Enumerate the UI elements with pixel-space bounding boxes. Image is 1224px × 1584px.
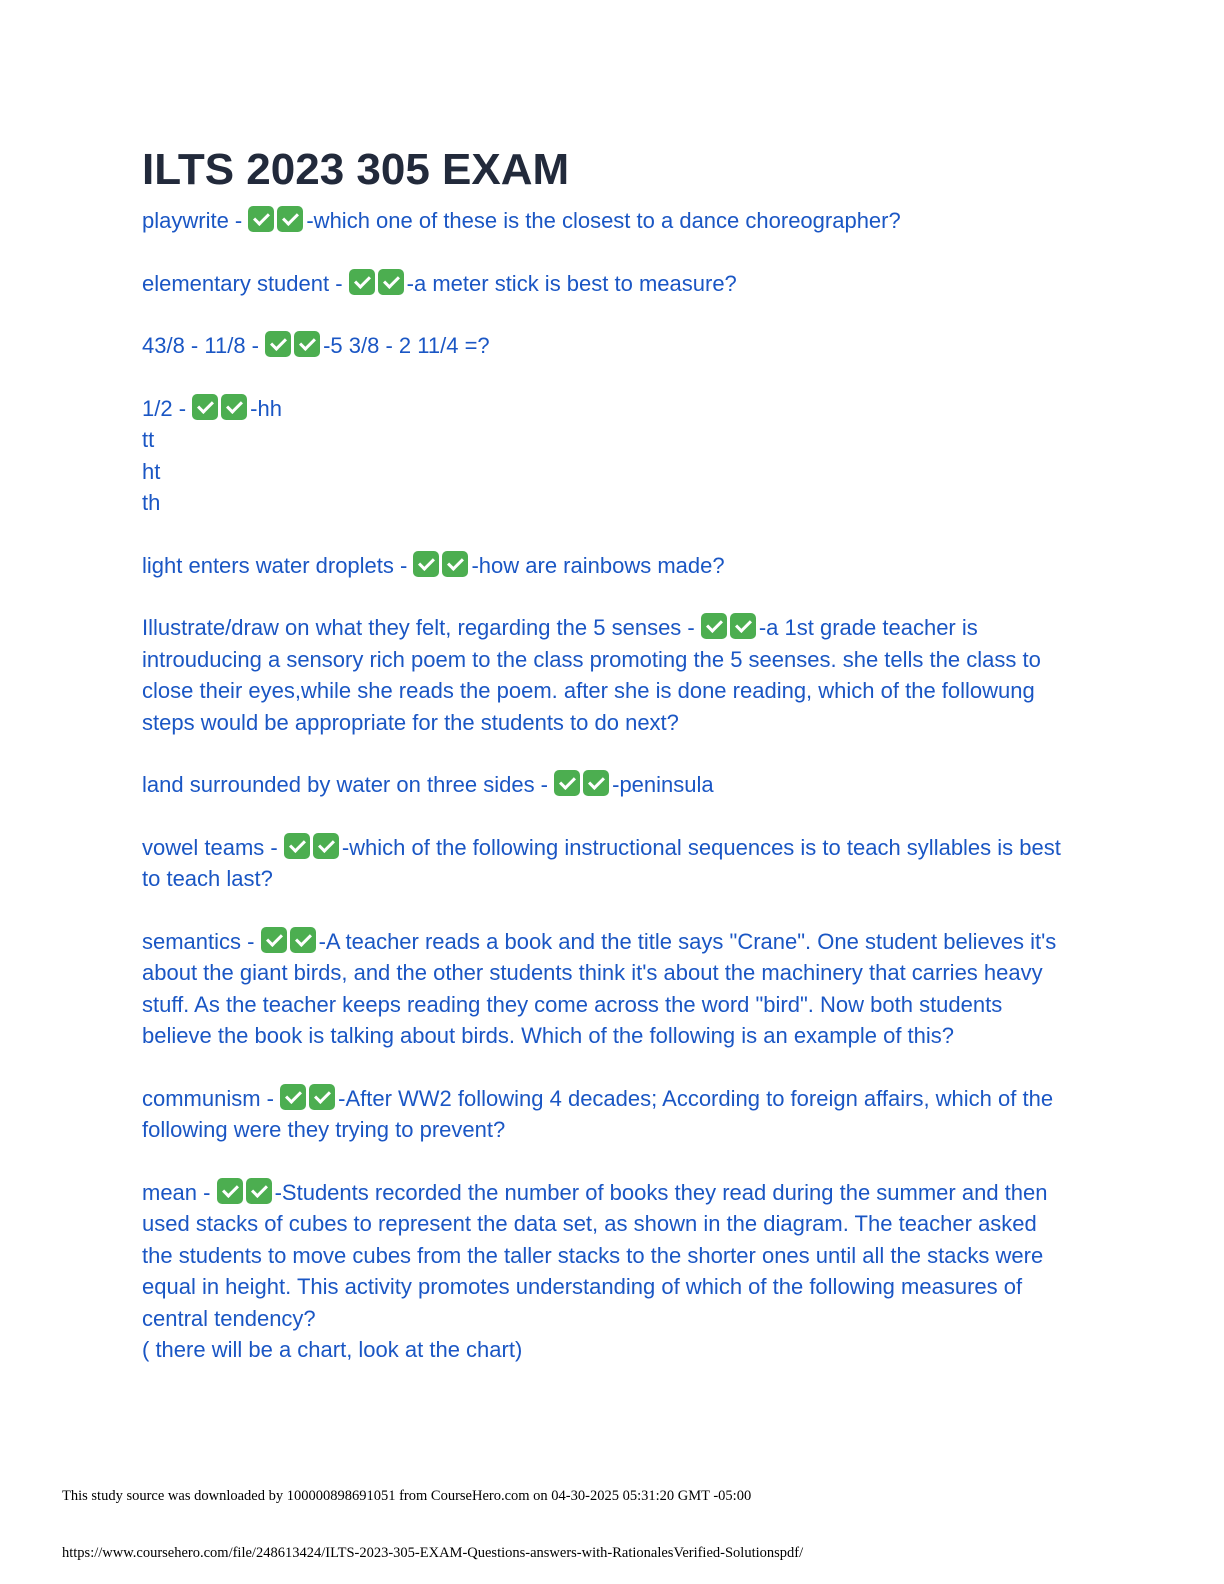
answer-text: 1/2 - <box>142 395 193 421</box>
checkmark-icon <box>313 833 339 859</box>
question-text: -Students recorded the number of books they read during the summer and then used stacks of cubes to represent the data set, as shown in the diagram. The teacher asked the students to move cubes from the taller stacks to the shorter ones until all the stacks were equal in height. This activity promotes understanding of which of the following measures of central tendency? ( there will be a chart, look at the chart) <box>142 1179 1048 1362</box>
question-text: -5 3/8 - 2 11/4 =? <box>323 333 490 358</box>
checkmark-icon <box>280 1084 306 1110</box>
checkmark-icon <box>730 613 756 639</box>
qa-item <box>142 1177 1072 1366</box>
answer-text: mean - <box>142 1179 217 1205</box>
checkmark-icon <box>217 1178 243 1204</box>
answer-text: semantics - <box>142 928 261 954</box>
checkmark-icon <box>290 927 316 953</box>
qa-item <box>142 1083 1072 1146</box>
double-check-icon <box>248 208 306 233</box>
qa-item <box>142 550 1072 582</box>
checkmark-icon <box>248 206 274 232</box>
checkmark-icon <box>294 331 320 357</box>
answer-text: land surrounded by water on three sides - <box>142 772 555 797</box>
double-check-icon <box>284 835 342 860</box>
checkmark-icon <box>583 770 609 796</box>
checkmark-icon <box>192 394 218 420</box>
download-notice: This study source was downloaded by 100000898691051 from CourseHero.com on 04-30-2025 05:31:20 GMT -05:00 <box>62 1488 752 1504</box>
answer-text: elementary student - <box>142 270 349 296</box>
double-check-icon <box>554 772 612 797</box>
checkmark-icon <box>349 269 375 295</box>
question-text: -which one of these is the closest to a dance choreographer? <box>306 208 901 233</box>
checkmark-icon <box>554 770 580 796</box>
question-text: -a meter stick is best to measure? <box>406 270 737 296</box>
qa-item <box>142 612 1072 738</box>
checkmark-icon <box>284 833 310 859</box>
page-title: ILTS 2023 305 EXAM <box>142 145 570 194</box>
double-check-icon <box>701 615 759 640</box>
question-text: -peninsula <box>612 772 714 797</box>
double-check-icon <box>280 1086 338 1111</box>
double-check-icon <box>413 553 471 578</box>
answer-text: 43/8 - 11/8 - <box>142 333 266 358</box>
double-check-icon <box>217 1180 275 1205</box>
qa-item <box>142 769 1072 801</box>
double-check-icon <box>261 929 319 954</box>
checkmark-icon <box>265 331 291 357</box>
question-text: -a 1st grade teacher is introuducing a sensory rich poem to the class promoting the 5 seenses. she tells the class to close their eyes,while she reads the poem. after she is done reading, which of the followung steps would be appropriate for the students to do next? <box>142 615 1047 735</box>
checkmark-icon <box>413 551 439 577</box>
checkmark-icon <box>246 1178 272 1204</box>
double-check-icon <box>265 333 323 358</box>
question-text: -how are rainbows made? <box>471 552 725 578</box>
source-url: https://www.coursehero.com/file/248613424/ILTS-2023-305-EXAM-Questions-answers-with-RationalesVerified-Solutionspdf/ <box>62 1545 804 1561</box>
checkmark-icon <box>309 1084 335 1110</box>
qa-item <box>142 268 1072 300</box>
qa-item <box>142 832 1072 895</box>
checkmark-icon <box>378 269 404 295</box>
qa-list <box>142 205 1072 1397</box>
double-check-icon <box>192 396 250 421</box>
answer-text: communism - <box>142 1085 281 1111</box>
question-text: -A teacher reads a book and the title says "Crane". One student believes it's about the giant birds, and the other students think it's about the machinery that carries heavy stuff. As the teacher keeps reading they come across the word "bird". Now both students believe the book is talking about birds. Which of the following is an example of this? <box>142 928 1063 1048</box>
checkmark-icon <box>701 613 727 639</box>
answer-text: vowel teams - <box>142 834 284 860</box>
double-check-icon <box>349 271 407 296</box>
answer-text: playwrite - <box>142 208 249 233</box>
question-text: -which of the following instructional sequences is to teach syllables is best to teach last? <box>142 834 1067 891</box>
question-text: -hh tt ht th <box>142 395 282 515</box>
qa-item <box>142 330 1072 362</box>
qa-item <box>142 205 1072 237</box>
checkmark-icon <box>277 206 303 232</box>
answer-text: light enters water droplets - <box>142 552 414 578</box>
question-text: -After WW2 following 4 decades; According to foreign affairs, which of the following were they trying to prevent? <box>142 1085 1060 1142</box>
checkmark-icon <box>261 927 287 953</box>
qa-item <box>142 926 1072 1052</box>
checkmark-icon <box>221 394 247 420</box>
answer-text: Illustrate/draw on what they felt, regarding the 5 senses - <box>142 615 701 640</box>
checkmark-icon <box>442 551 468 577</box>
qa-item <box>142 393 1072 519</box>
